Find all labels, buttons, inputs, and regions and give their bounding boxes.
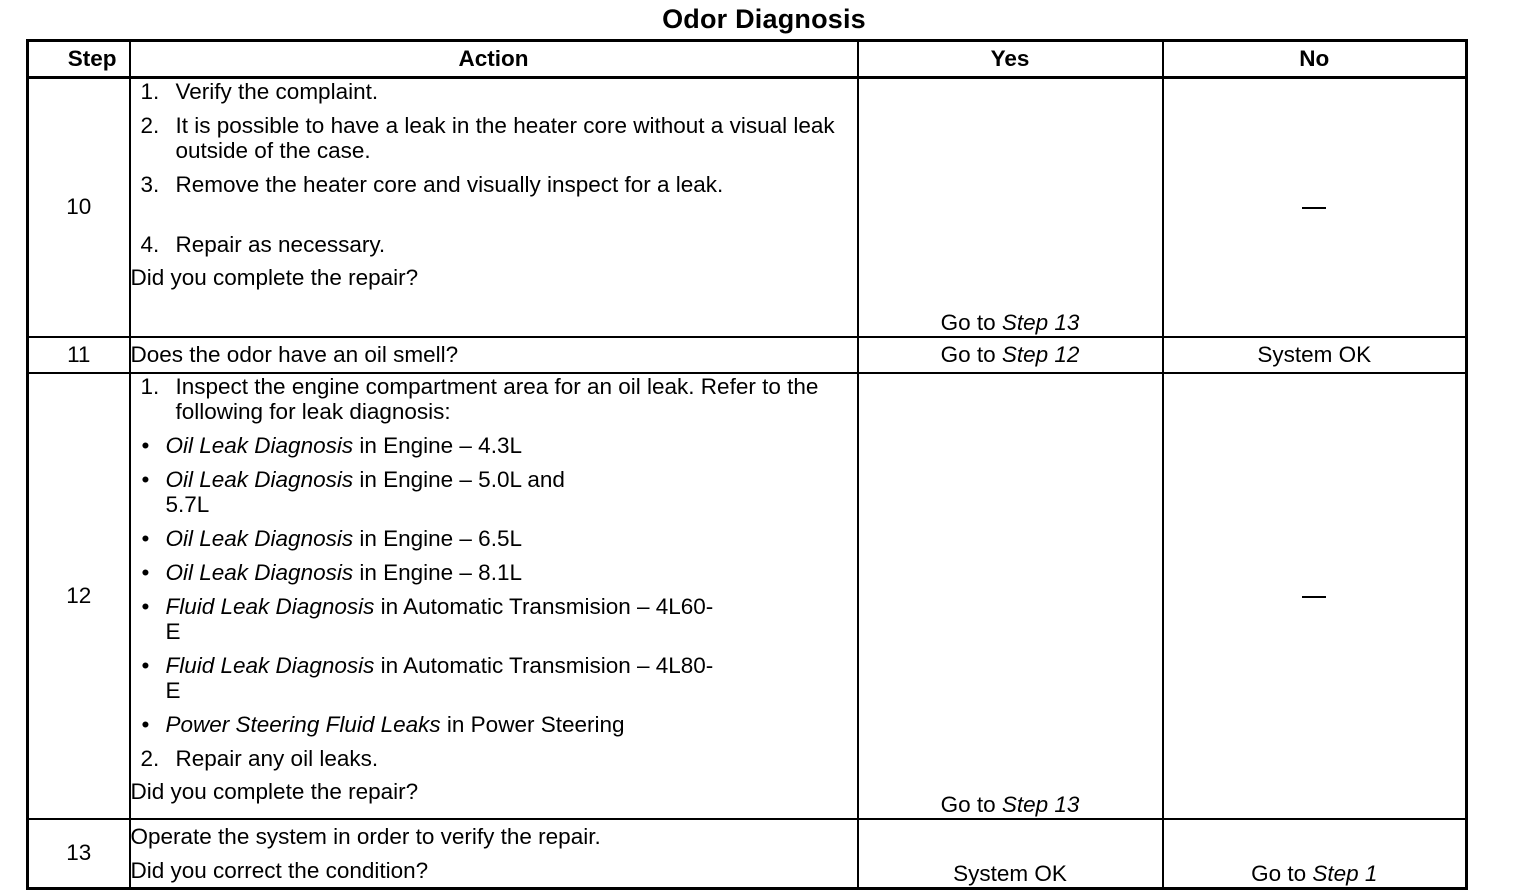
- action-steps: [131, 374, 857, 771]
- dash-mark: [1302, 596, 1326, 598]
- question-text: Did you correct the condition?: [130, 857, 429, 883]
- step-link: Step 13: [1001, 309, 1080, 335]
- header-action: Action: [130, 41, 858, 78]
- header-no: No: [1163, 41, 1467, 78]
- list-item: • Oil Leak Diagnosis in Engine – 4.3L: [141, 432, 522, 458]
- action-cell: [130, 78, 858, 337]
- action-text: Operate the system in order to verify the repair.: [130, 823, 601, 849]
- table-row: [28, 78, 1467, 337]
- reference-list: [131, 433, 857, 737]
- list-item: 2. It is possible to have a leak in the heater core without a visual leak outside of the case.: [140, 113, 835, 163]
- action-steps: [131, 79, 857, 257]
- yes-cell: Go to Step 13: [858, 373, 1163, 819]
- question-text: Does the odor have an oil smell?: [130, 342, 459, 367]
- action-cell: [130, 373, 858, 819]
- no-cell: System OK: [1163, 337, 1467, 373]
- list-item: • Oil Leak Diagnosis in Engine – 5.0L and 5.7L: [141, 466, 565, 517]
- page-title: Odor Diagnosis: [662, 4, 866, 34]
- action-cell: [130, 337, 858, 373]
- step-link: Step 12: [1001, 341, 1080, 367]
- no-cell: [1163, 78, 1467, 337]
- header-step: Step: [28, 41, 130, 78]
- step-number: 12: [28, 373, 130, 819]
- list-item: • Fluid Leak Diagnosis in Automatic Transmision – 4L80-E: [141, 652, 714, 703]
- no-cell: [1163, 373, 1467, 819]
- step-number: 10: [28, 78, 130, 337]
- action-cell: [130, 819, 858, 889]
- step-link: Step 1: [1312, 861, 1378, 886]
- list-item: • Fluid Leak Diagnosis in Automatic Transmision – 4L60-E: [141, 593, 714, 644]
- table-row: [28, 337, 1467, 373]
- list-item: • Oil Leak Diagnosis in Engine – 6.5L: [141, 525, 522, 551]
- odor-diagnosis-table: [26, 39, 1468, 890]
- list-item: • Oil Leak Diagnosis in Engine – 8.1L: [141, 559, 522, 585]
- step-number: 11: [28, 337, 130, 373]
- dash-mark: [1302, 207, 1326, 209]
- question-text: Did you complete the repair?: [130, 778, 419, 804]
- table-row: [28, 819, 1467, 889]
- step-link: Step 13: [1001, 791, 1080, 817]
- yes-cell: Go to Step 13: [858, 78, 1163, 337]
- no-cell: Go to Step 1: [1163, 819, 1467, 889]
- list-item: 4. Repair as necessary.: [140, 232, 386, 257]
- step-number: 13: [28, 819, 130, 889]
- table-row: [28, 373, 1467, 819]
- header-row: [28, 41, 1467, 78]
- list-item: 3. Remove the heater core and visually inspect for a leak.: [140, 172, 724, 197]
- list-item: 1. Inspect the engine compartment area for an oil leak. Refer to the following for leak diagnosis: • Oil Leak Diagnosis in Engine – 4.3L • Oil Leak Diagnosis in Engine – 5.0L and 5.7L • Oil Leak Diagnosis in Engine – 6.5L • Oil Leak Diagnosis in Engine – 8.1L • Fluid Leak Diagnosis in Automatic Transmision – 4L60-E • Fluid Leak Diagnosis in Automatic Transmision – 4L80-E • Power Steering Fluid Leaks in Power Steering: [131, 374, 857, 737]
- question-text: Did you complete the repair?: [130, 265, 419, 290]
- yes-cell: System OK: [858, 819, 1163, 889]
- yes-cell: Go to Step 12: [858, 337, 1163, 373]
- list-item: • Power Steering Fluid Leaks in Power Steering: [141, 711, 625, 737]
- list-item: 2. Repair any oil leaks.: [140, 745, 379, 771]
- list-item: 1. Verify the complaint.: [140, 79, 379, 104]
- header-yes: Yes: [858, 41, 1163, 78]
